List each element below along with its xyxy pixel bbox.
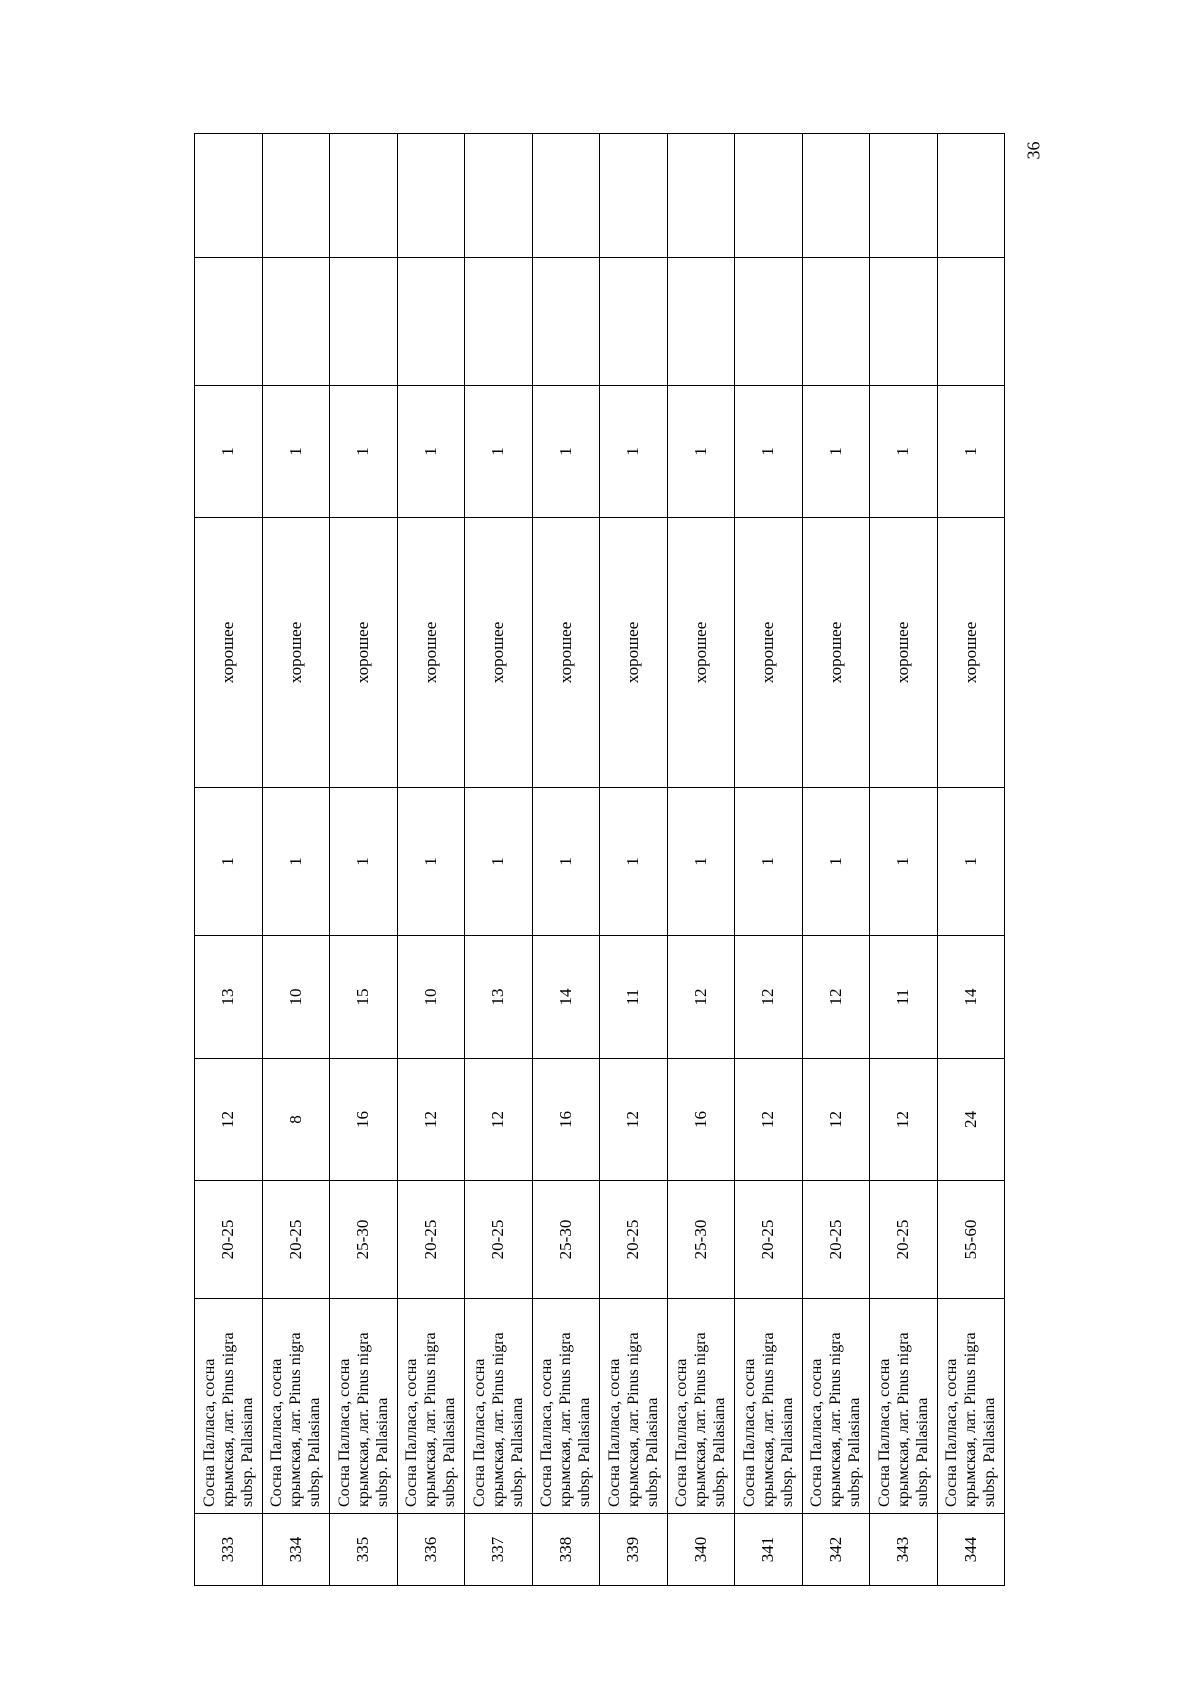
cell-extra-2	[330, 134, 398, 258]
cell-condition: хорошее	[330, 518, 398, 788]
cell-diameter: 12	[465, 1059, 533, 1181]
cell-extra-1	[532, 258, 600, 386]
table-row	[262, 134, 330, 1586]
cell-age: 25-30	[532, 1181, 600, 1299]
cell-species-name: Сосна Палласа, сосна крымская, лат. Pinus nigra subsp. Pallasiana	[195, 1299, 263, 1514]
cell-number: 338	[532, 1514, 600, 1586]
cell-number: 339	[600, 1514, 668, 1586]
cell-count: 1	[262, 788, 330, 936]
cell-extra-2	[735, 134, 803, 258]
cell-species-name: Сосна Палласа, сосна крымская, лат. Pinus nigra subsp. Pallasiana	[937, 1299, 1005, 1514]
cell-species-name: Сосна Палласа, сосна крымская, лат. Pinus nigra subsp. Pallasiana	[600, 1299, 668, 1514]
cell-diameter: 12	[870, 1059, 938, 1181]
table-row	[667, 134, 735, 1586]
cell-extra-1	[870, 258, 938, 386]
cell-age: 20-25	[802, 1181, 870, 1299]
cell-extra-1	[667, 258, 735, 386]
cell-age: 25-30	[667, 1181, 735, 1299]
table-row	[465, 134, 533, 1586]
cell-species-name: Сосна Палласа, сосна крымская, лат. Pinus nigra subsp. Pallasiana	[465, 1299, 533, 1514]
cell-number: 343	[870, 1514, 938, 1586]
cell-diameter: 12	[397, 1059, 465, 1181]
cell-condition: хорошее	[937, 518, 1005, 788]
cell-quantity: 1	[262, 386, 330, 518]
cell-diameter: 16	[330, 1059, 398, 1181]
cell-number: 333	[195, 1514, 263, 1586]
cell-quantity: 1	[870, 386, 938, 518]
cell-count: 1	[397, 788, 465, 936]
cell-age: 20-25	[870, 1181, 938, 1299]
table-wrapper	[194, 216, 1005, 1586]
cell-species-name: Сосна Палласа, сосна крымская, лат. Pinus nigra subsp. Pallasiana	[870, 1299, 938, 1514]
cell-extra-1	[600, 258, 668, 386]
cell-condition: хорошее	[397, 518, 465, 788]
cell-condition: хорошее	[262, 518, 330, 788]
cell-extra-2	[195, 134, 263, 258]
rotated-table-container	[194, 216, 1005, 1586]
cell-species-name: Сосна Палласа, сосна крымская, лат. Pinus nigra subsp. Pallasiana	[330, 1299, 398, 1514]
cell-quantity: 1	[802, 386, 870, 518]
cell-species-name: Сосна Палласа, сосна крымская, лат. Pinus nigra subsp. Pallasiana	[397, 1299, 465, 1514]
cell-count: 1	[330, 788, 398, 936]
cell-extra-1	[937, 258, 1005, 386]
cell-condition: хорошее	[870, 518, 938, 788]
table-row	[532, 134, 600, 1586]
cell-quantity: 1	[465, 386, 533, 518]
cell-number: 344	[937, 1514, 1005, 1586]
cell-number: 342	[802, 1514, 870, 1586]
cell-number: 334	[262, 1514, 330, 1586]
cell-extra-2	[262, 134, 330, 258]
cell-age: 20-25	[195, 1181, 263, 1299]
cell-extra-1	[465, 258, 533, 386]
cell-extra-2	[870, 134, 938, 258]
cell-extra-2	[667, 134, 735, 258]
table-row	[397, 134, 465, 1586]
cell-diameter: 12	[195, 1059, 263, 1181]
cell-count: 1	[195, 788, 263, 936]
cell-height: 13	[465, 936, 533, 1059]
cell-condition: хорошее	[735, 518, 803, 788]
cell-diameter: 12	[802, 1059, 870, 1181]
table-row	[735, 134, 803, 1586]
cell-condition: хорошее	[667, 518, 735, 788]
table-row	[802, 134, 870, 1586]
table-row	[937, 134, 1005, 1586]
table-body	[195, 134, 1005, 1586]
cell-height: 11	[870, 936, 938, 1059]
cell-diameter: 24	[937, 1059, 1005, 1181]
cell-age: 20-25	[465, 1181, 533, 1299]
cell-age: 20-25	[397, 1181, 465, 1299]
cell-height: 12	[735, 936, 803, 1059]
table-row	[870, 134, 938, 1586]
cell-quantity: 1	[532, 386, 600, 518]
cell-condition: хорошее	[600, 518, 668, 788]
cell-extra-1	[802, 258, 870, 386]
cell-height: 12	[667, 936, 735, 1059]
cell-quantity: 1	[195, 386, 263, 518]
cell-height: 11	[600, 936, 668, 1059]
cell-number: 340	[667, 1514, 735, 1586]
table-row	[330, 134, 398, 1586]
cell-diameter: 12	[735, 1059, 803, 1181]
cell-age: 20-25	[735, 1181, 803, 1299]
cell-age: 20-25	[600, 1181, 668, 1299]
cell-number: 341	[735, 1514, 803, 1586]
cell-diameter: 8	[262, 1059, 330, 1181]
cell-species-name: Сосна Палласа, сосна крымская, лат. Pinus nigra subsp. Pallasiana	[532, 1299, 600, 1514]
cell-condition: хорошее	[532, 518, 600, 788]
table-row	[195, 134, 263, 1586]
cell-count: 1	[802, 788, 870, 936]
cell-condition: хорошее	[465, 518, 533, 788]
cell-quantity: 1	[937, 386, 1005, 518]
page-number: 36	[1023, 141, 1044, 160]
cell-diameter: 16	[667, 1059, 735, 1181]
cell-diameter: 12	[600, 1059, 668, 1181]
cell-species-name: Сосна Палласа, сосна крымская, лат. Pinus nigra subsp. Pallasiana	[667, 1299, 735, 1514]
cell-height: 15	[330, 936, 398, 1059]
cell-number: 337	[465, 1514, 533, 1586]
table-row	[600, 134, 668, 1586]
cell-extra-1	[262, 258, 330, 386]
cell-number: 336	[397, 1514, 465, 1586]
cell-species-name: Сосна Палласа, сосна крымская, лат. Pinus nigra subsp. Pallasiana	[802, 1299, 870, 1514]
cell-count: 1	[870, 788, 938, 936]
cell-extra-2	[802, 134, 870, 258]
tree-inventory-table	[194, 133, 1005, 1586]
cell-species-name: Сосна Палласа, сосна крымская, лат. Pinus nigra subsp. Pallasiana	[262, 1299, 330, 1514]
cell-species-name: Сосна Палласа, сосна крымская, лат. Pinus nigra subsp. Pallasiana	[735, 1299, 803, 1514]
cell-count: 1	[465, 788, 533, 936]
cell-extra-2	[600, 134, 668, 258]
cell-extra-2	[937, 134, 1005, 258]
cell-extra-1	[195, 258, 263, 386]
cell-height: 12	[802, 936, 870, 1059]
cell-count: 1	[532, 788, 600, 936]
cell-age: 20-25	[262, 1181, 330, 1299]
cell-count: 1	[735, 788, 803, 936]
cell-condition: хорошее	[802, 518, 870, 788]
cell-extra-2	[397, 134, 465, 258]
cell-age: 55-60	[937, 1181, 1005, 1299]
cell-diameter: 16	[532, 1059, 600, 1181]
cell-quantity: 1	[330, 386, 398, 518]
cell-quantity: 1	[600, 386, 668, 518]
cell-quantity: 1	[667, 386, 735, 518]
cell-count: 1	[600, 788, 668, 936]
cell-number: 335	[330, 1514, 398, 1586]
cell-extra-1	[735, 258, 803, 386]
cell-height: 10	[397, 936, 465, 1059]
cell-extra-2	[532, 134, 600, 258]
cell-height: 13	[195, 936, 263, 1059]
cell-quantity: 1	[397, 386, 465, 518]
cell-height: 14	[532, 936, 600, 1059]
cell-count: 1	[667, 788, 735, 936]
cell-height: 14	[937, 936, 1005, 1059]
cell-condition: хорошее	[195, 518, 263, 788]
cell-age: 25-30	[330, 1181, 398, 1299]
cell-height: 10	[262, 936, 330, 1059]
cell-extra-1	[397, 258, 465, 386]
cell-quantity: 1	[735, 386, 803, 518]
cell-count: 1	[937, 788, 1005, 936]
cell-extra-1	[330, 258, 398, 386]
cell-extra-2	[465, 134, 533, 258]
